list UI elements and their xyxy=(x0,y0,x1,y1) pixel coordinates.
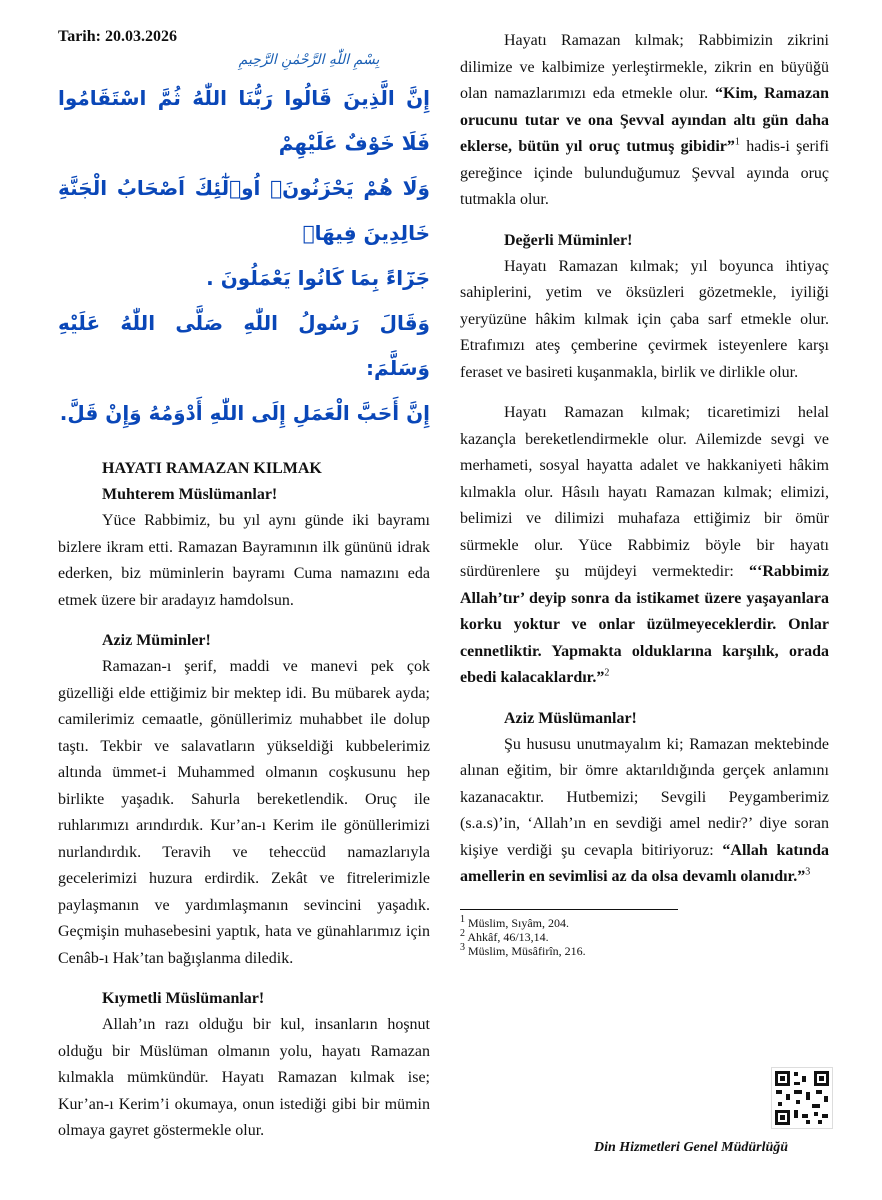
text-run: Hayatı Ramazan kılmak; Rabbimizin zikrini dilimize ve kalbimize yerleştirmekle, zikrin en büyüğü olan namazlarımızı eda etmekle olur. xyxy=(460,32,829,102)
qr-code-icon xyxy=(771,1067,833,1129)
hadith-quote: “Allah katında amellerin en sevimlisi az da olsa devamlı olanıdır.” xyxy=(460,841,829,885)
right-column xyxy=(460,28,829,958)
footnote-ref: 1 xyxy=(734,136,740,148)
footnote: $^3$ Müslim, Müsâfirîn, 216. xyxy=(460,941,586,958)
footnote-ref: 3 xyxy=(805,866,811,878)
arabic-verse-block xyxy=(58,76,430,436)
arabic-verse-line: جَزَٓاءً بِمَا كَانُوا يَعْمَلُونَ . xyxy=(206,266,430,290)
footnote: $^2$ Ahkâf, 46/13,14. xyxy=(460,927,549,944)
verse-quote: “‘Rabbimiz Allah’tır’ deyip sonra da istikamet üzere yaşayanlara korku yoktur ve onlar üzülmeyeceklerdir. Onlar cennetliktir. Yapmakta olduklarına karşılık, orada ebedi kalacaklardır.” xyxy=(460,563,829,686)
basmala-calligraphy: بِسْمِ اللّٰهِ الرَّحْمٰنِ الرَّحِيمِ xyxy=(238,52,380,68)
section-heading: Aziz Müslümanlar! xyxy=(504,709,637,727)
date-line: Tarih: 20.03.2026 xyxy=(58,28,177,45)
arabic-hadith-line: إِنَّ أَحَبَّ الْعَمَلِ إِلَى اللّٰهِ أَدْوَمُهُ وَإِنْ قَلَّ. xyxy=(59,401,430,425)
sermon-title: HAYATI RAMAZAN KILMAK xyxy=(102,460,322,477)
paragraph xyxy=(460,28,829,214)
paragraph: Yüce Rabbimiz, bu yıl aynı günde iki bayramı bizlere ikram etti. Ramazan Bayramının ilk gününü idrak ederken, biz müminlerin bayramı Cuma namazını eda etmek üzere bir aradayız hamdolsun. xyxy=(58,512,430,609)
section-heading: Muhterem Müslümanlar! xyxy=(102,486,278,503)
arabic-hadith-line: وَقَالَ رَسُولُ اللّٰهِ صَلَّى اللّٰهُ عَلَيْهِ وَسَلَّمَ: xyxy=(58,311,430,380)
text-run: Hayatı Ramazan kılmak; ticaretimizi helal kazançla bereketlendirmekle olur. Ailemizde sevgi ve merhameti, sosyal hayatta adalet ve hakkaniyeti hâkim kılmakla olur. Hâsılı hayatı Ramazan kılmak; elimizi, belimizi ve dilimizi muhafaza ettiğimiz bir ömür sürmekle olur. Yüce Rabbimiz böyle bir hayatı sürdürenlere şu müjdeyi vermektedir: xyxy=(460,404,829,580)
arabic-verse-line: وَلَا هُمْ يَحْزَنُونَۚ اُو۬لٰٓئِكَ اَصْحَابُ الْجَنَّةِ خَالِدِينَ فِيهَاۚ xyxy=(58,176,430,245)
paragraph: Hayatı Ramazan kılmak; yıl boyunca ihtiyaç sahiplerini, yetim ve öksüzleri gözetmekle, iyiliği yeryüzüne hâkim kılmak için çaba sarf etmekle olur. Etrafımızı ateş çemberine çevirmek isteyenlere karşı feraset ve basireti kuşanmakla, birlik ve dirlikle olur. xyxy=(460,257,829,381)
left-column xyxy=(58,28,430,1145)
arabic-verse-line: إِنَّ الَّذِينَ قَالُوا رَبُّنَا اللّٰهُ ثُمَّ اسْتَقَامُوا فَلَا خَوْفٌ عَلَيْهِمْ xyxy=(58,86,430,155)
signature-department: Din Hizmetleri Genel Müdürlüğü xyxy=(594,1140,789,1155)
paragraph: Allah’ın razı olduğu bir kul, insanların hoşnut olduğu bir Müslüman olmanın yolu, hayatı Ramazan kılmakla mümkündür. Hayatı Ramazan kılmak ise; Kur’an-ı Kerim’i okumaya, onun istediği gibi bir mümin olmaya gayret göstermekle olur. xyxy=(58,1016,430,1139)
footnote-ref: 2 xyxy=(604,667,610,679)
section-heading: Değerli Müminler! xyxy=(504,231,633,249)
paragraph: Ramazan-ı şerif, maddi ve manevi pek çok güzelliği elde ettiğimiz bir mektep idi. Bu mübarek ayda; camilerimiz cemaatle, gönüllerimiz muhabbet ile dolup taştı. Tekbir ve salavatların yükseldiği kubbelerimiz altında ümmet-i Muhammed olmanın coşkusunu hep birlikte yaşadık. Sahurla bereketlendik. Oruç ile ruhlarımızı arındırdık. Kur’an-ı Kerim ile gönüllerimizi nurlandırdık. Teravih ve teheccüd namazlarıyla gecelerimizi huzura erdirdik. Zekât ve fitrelerimizle paylaşmanın ve yardımlaşmanın sevincini yaşadık. Geçmişin muhasebesini yaptık, hata ve günahlarımız için Cenâb-ı Hak’tan bağışlanma diledik. xyxy=(58,658,430,967)
paragraph xyxy=(460,732,829,891)
section-heading: Kıymetli Müslümanlar! xyxy=(102,990,265,1007)
section-heading: Aziz Müminler! xyxy=(102,632,211,649)
text-run: Şu hususu unutmayalım ki; Ramazan mektebinde alınan eğitim, bir ömre aktarıldığında gerçek anlamını kazanacaktır. Hutbemizi; Sevgili Peygamberimiz (s.a.s)’in, ‘Allah’ın en sevdiği amel nedir?’ diye soran kişiye verdiği şu cevapla bitiriyoruz: xyxy=(460,735,829,859)
footnote-divider xyxy=(460,909,678,910)
hadith-quote: “Kim, Ramazan orucunu tutar ve ona Şevval ayından altı gün daha eklerse, bütün yıl oruç tutmuş gibidir” xyxy=(460,85,829,155)
paragraph xyxy=(460,400,829,692)
footnote: $^1$ Müslim, Sıyâm, 204. xyxy=(460,913,570,930)
text-run: hadis-i şerifi gereğince içinde bulunduğumuz Şevval ayında oruç tutmakla olur. xyxy=(460,138,829,208)
